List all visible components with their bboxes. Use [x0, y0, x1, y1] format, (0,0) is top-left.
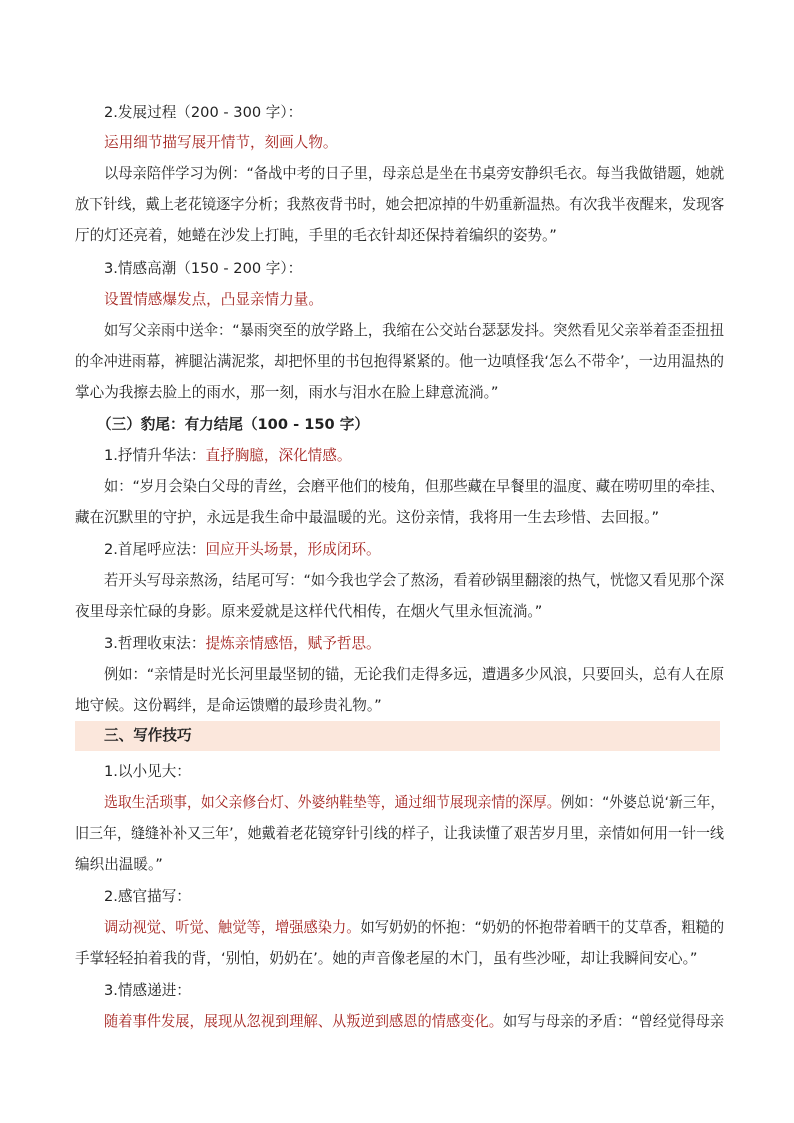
- method-line: [104, 446, 351, 466]
- example-text: 如写奶奶的怀抱：“奶奶的怀抱带着晒干的艾草香，粗糙的: [360, 919, 725, 936]
- example-text: 例如：“外婆总说‘新三年，: [560, 794, 725, 811]
- method-line: [104, 540, 381, 560]
- method-label: 3.哲理收束法：: [104, 635, 206, 652]
- example-line: 地守候。这份羁绊，是命运馈赠的最珍贵礼物。”: [75, 697, 382, 714]
- example-line: 夜里母亲忙碌的身影。原来爱就是这样代代相传，在烟火气里永恒流淌。”: [75, 603, 543, 620]
- technique-tip: 选取生活琐事，如父亲修台灯、外婆纳鞋垫等，通过细节展现亲情的深厚。: [104, 794, 561, 811]
- technique-line: [104, 1012, 724, 1032]
- example-line: 如写父亲雨中送伞：“暴雨突至的放学路上，我缩在公交站台瑟瑟发抖。突然看见父亲举着歪歪扭扭: [104, 322, 725, 339]
- example-line: 藏在沉默里的守护，永远是我生命中最温暖的光。这份亲情，我将用一生去珍惜、去回报。”: [75, 509, 660, 526]
- example-line: 旧三年，缝缝补补又三年’，她戴着老花镜穿针引线的样子，让我读懂了艰苦岁月里，亲情如何用一针一线: [75, 825, 724, 842]
- example-line: 例如：“亲情是时光长河里最坚韧的锚，无论我们走得多远，遭遇多少风浪，只要回头，总有人在原: [104, 666, 725, 683]
- technique-tip: 随着事件发展，展现从忽视到理解、从叛逆到感恩的情感变化。: [104, 1013, 503, 1030]
- method-tip: 回应开头场景，形成闭环。: [205, 541, 381, 558]
- method-tip: 提炼亲情感悟，赋予哲思。: [205, 635, 381, 652]
- example-line: 手掌轻轻拍着我的背，‘别怕，奶奶在’。她的声音像老屋的木门，虽有些沙哑，却让我瞬间安心。”: [75, 950, 698, 967]
- method-line: [104, 634, 381, 654]
- example-text: 如写与母亲的矛盾：“曾经觉得母亲: [502, 1013, 725, 1030]
- example-line: 厅的灯还亮着，她蜷在沙发上打盹，手里的毛衣针却还保持着编织的姿势。”: [75, 227, 557, 244]
- example-line: 以母亲陪伴学习为例：“备战中考的日子里，母亲总是坐在书桌旁安静织毛衣。每当我做错题，她就: [104, 165, 725, 182]
- example-line: 放下针线，戴上老花镜逐字分析；我熬夜背书时，她会把凉掉的牛奶重新温热。有次我半夜醒来，发现客: [75, 196, 725, 213]
- section-banner-title: 三、写作技巧: [104, 727, 192, 744]
- subsection-heading: （三）豹尾：有力结尾（100 - 150 字）: [97, 416, 369, 433]
- technique-tip: 运用细节描写展开情节，刻画人物。: [104, 134, 338, 151]
- example-line: 掌心为我擦去脸上的雨水，那一刻，雨水与泪水在脸上肆意流淌。”: [75, 384, 499, 401]
- method-label: 1.抒情升华法：: [104, 447, 206, 464]
- example-line: 若开头写母亲熬汤，结尾可写：“如今我也学会了熬汤，看着砂锅里翻滚的热气，恍惚又看见那个深: [104, 572, 725, 589]
- example-line: 如：“岁月会染白父母的青丝，会磨平他们的棱角，但那些藏在早餐里的温度、藏在唠叨里的牵挂、: [104, 478, 725, 495]
- technique-tip: 设置情感爆发点，凸显亲情力量。: [104, 291, 323, 308]
- technique-heading: 2.感官描写：: [104, 888, 191, 905]
- technique-line: [104, 918, 724, 938]
- technique-tip: 调动视觉、听觉、触觉等，增强感染力。: [104, 919, 361, 936]
- technique-heading: 1.以小见大：: [104, 763, 191, 780]
- section-heading: 3.情感高潮（150 - 200 字）：: [104, 260, 303, 277]
- example-line: 编织出温暖。”: [75, 856, 163, 873]
- technique-line: [104, 793, 724, 813]
- method-tip: 直抒胸臆，深化情感。: [205, 447, 352, 464]
- example-line: 的伞冲进雨幕，裤腿沾满泥浆，却把怀里的书包抱得紧紧的。他一边嗔怪我‘怎么不带伞’，一边用温热的: [75, 353, 725, 370]
- section-heading: 2.发展过程（200 - 300 字）：: [104, 104, 303, 121]
- method-label: 2.首尾呼应法：: [104, 541, 206, 558]
- technique-heading: 3.情感递进：: [104, 982, 191, 999]
